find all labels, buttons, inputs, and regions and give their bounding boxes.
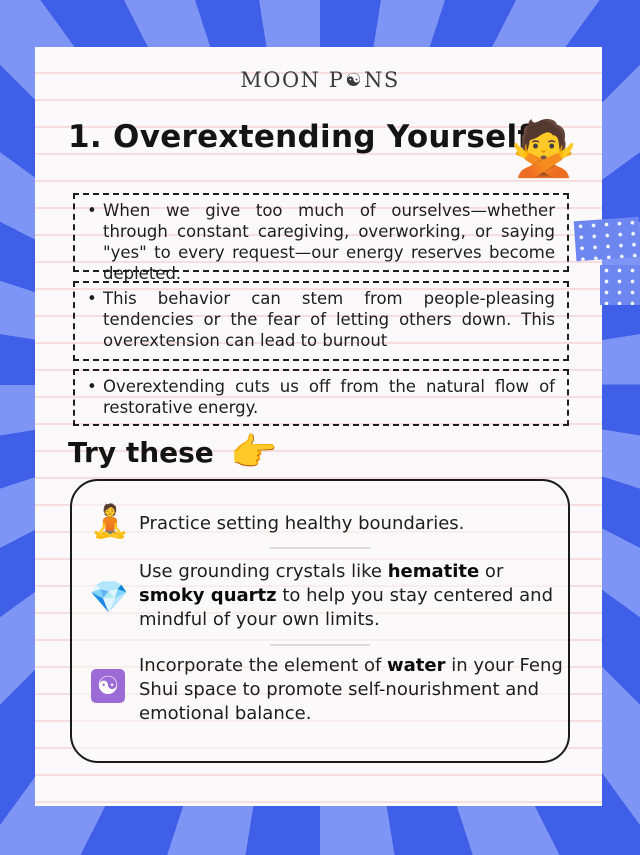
pointing-hand-icon: 👉 — [230, 430, 278, 474]
tip-divider — [270, 547, 370, 549]
bullet-point-2: • This behavior can stem from people-pleasing tendencies or the fear of letting others down. This overextension can lead to burnout — [73, 281, 569, 361]
yin-yang-logo-icon: ☯ — [345, 70, 363, 91]
crossed-arms-person-icon: 🙅 — [510, 117, 578, 180]
yin-yang-icon: ☯ — [91, 669, 125, 703]
dotted-tape-decoration — [574, 217, 640, 261]
meditating-person-icon: 🧘 — [90, 502, 130, 540]
tip-boundaries: Practice setting healthy boundaries. — [139, 513, 465, 534]
gem-icon: 💎 — [89, 578, 129, 616]
bullet-point-1: • When we give too much of ourselves—whether through constant caregiving, overworking, or saying "yes" to every request—our energy reserves become depleted. — [73, 193, 569, 272]
section-title: 1. Overextending Yourself — [68, 119, 532, 155]
tip-water-element: Incorporate the element of water in your Feng Shui space to promote self-nourishment and emotional balance. — [139, 655, 563, 724]
tip-divider — [270, 644, 370, 646]
try-these-heading: Try these — [68, 436, 214, 469]
bullet-point-3: • Overextending cuts us off from the natural flow of restorative energy. — [73, 369, 569, 426]
dotted-tape-decoration-lower — [600, 265, 640, 305]
tip-crystals: Use grounding crystals like hematite or smoky quartz to help you stay centered and mindful of your own limits. — [139, 561, 554, 630]
brand-logo: MOON P☯NS — [240, 68, 400, 92]
